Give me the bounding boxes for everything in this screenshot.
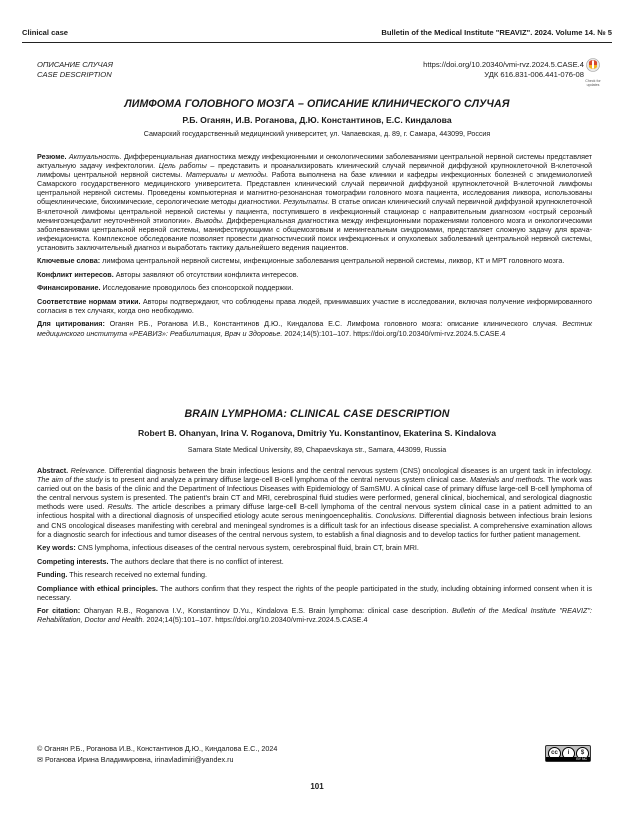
- cc-license-badge[interactable]: [545, 745, 591, 762]
- footer-credits: [37, 744, 277, 765]
- attribution-icon: i: [562, 747, 575, 760]
- article-type-en: CASE DESCRIPTION: [37, 70, 112, 79]
- abstract-block-en: [37, 466, 592, 629]
- title-ru: ЛИМФОМА ГОЛОВНОГО МОЗГА – ОПИСАНИЕ КЛИНИЧЕСКОГО СЛУЧАЯ: [124, 98, 510, 110]
- udc-code: УДК 616.831-006.441-076-08: [484, 70, 584, 79]
- correspondence-line: [37, 755, 277, 766]
- title-en: BRAIN LYMPHOMA: CLINICAL CASE DESCRIPTION: [184, 408, 450, 420]
- citation-ru: Для цитирования: Оганян Р.Б., Роганова И.В., Константинов Д.Ю., Киндалова Е.С. Лимфома головного мозга: описание клинического случая. Вестник медицинского института «РЕАВИЗ»: Реабилитация, Врач и Здоровье. 2024;14(5):101–107. https://doi.org/10.20340/vmi-rvz.2024.5.CASE.4: [37, 319, 593, 338]
- section-label: Clinical case: [22, 28, 69, 37]
- crossmark-badge[interactable]: [582, 58, 604, 87]
- keywords-en: Key words: CNS lymphoma, infectious diseases of the central nervous system, cerebrospinal fluid, brain CT, brain MRI.: [37, 543, 419, 553]
- correspondence-text[interactable]: Роганова Ирина Владимировна, irinavladimiri@yandex.ru: [45, 754, 234, 764]
- crossmark-icon: [586, 58, 600, 74]
- funding-ru: Финансирование. Исследование проводилось без спонсорской поддержки.: [37, 283, 294, 293]
- cc-icon: cc: [548, 747, 561, 760]
- ethics-en: Compliance with ethical principles. The authors confirm that they respect the rights of the people participated in the study, including obtaining informed consent when it is necessary.: [37, 583, 592, 602]
- envelope-icon: ✉: [37, 754, 44, 764]
- abstract-block-ru: [37, 152, 592, 342]
- citation-en: For citation: Ohanyan R.B., Roganova I.V., Konstantinov D.Yu., Kindalova E.S. Brain lymphoma: clinical case description. Bulletin of the Medical Institute "REAVIZ": Rehabilitation, Doctor and Health. 2024;14(5):101–107. https://doi.org/10.20340/vmi-rvz.2024.5.CASE.4: [37, 606, 592, 625]
- competing-en: Competing interests. The authors declare that there is no conflict of interest.: [37, 556, 284, 566]
- copyright-line: © Оганян Р.Б., Роганова И.В., Константинов Д.Ю., Киндалова Е.С., 2024: [37, 744, 278, 753]
- running-header: [22, 28, 612, 43]
- affiliation-ru: Самарский государственный медицинский университет, ул. Чапаевская, д. 89, г. Самара, 443099, Россия: [143, 130, 491, 138]
- noncommercial-icon: $: [576, 747, 589, 760]
- conflict-ru: Конфликт интересов. Авторы заявляют об отсутствии конфликта интересов.: [37, 269, 299, 279]
- article-identifiers: [423, 60, 584, 80]
- keywords-ru: Ключевые слова: лимфома центральной нервной системы, инфекционные заболевания центральной нервной системы, ликвор, КТ и МРТ головного мозга.: [37, 256, 565, 266]
- journal-issue-label: Bulletin of the Medical Institute "REAVIZ". 2024. Volume 14. № 5: [381, 28, 612, 37]
- article-type: [37, 60, 113, 80]
- crossmark-label: Check for updates: [585, 79, 601, 87]
- abstract-en: Abstract. Relevance. Differential diagnosis between the brain infectious lesions and the central nervous system (CNS) oncological diseases is an urgent task in infectology. The aim of the study is to present and analyze a primary diffuse large-cell B-cell lymphoma of the central nervous system clinical case. Materials and methods. The work was carried out on the basis of the clinic and the Department of Infectious Diseases with Epidemiology of SamSMU. A clinical case of primary diffuse large-cell B-cell lymphoma of the central nervous system is presented. The patient's brain CT and MRI, cerebrospinal fluid studies were performed, general clinical, biochemical, and serological diagnostic methods were used. Results. The article describes a primary diffuse large-cell B-cell lymphoma of the central nervous system clinical case in a patient admitted to an infectious hospital with a directional diagnosis of unspecified etiology acute serous meningoencephalitis. Conclusions. Differential diagnosis between infectious brain lesions and CNS oncological diseases manifesting with cerebral and meningeal syndromes is a difficult task for an infectious disease specialist. A comprehensive examination allows for a diagnostic search for infectious and tumor diseases of the central nervous system, to establish a final diagnosis and to develop tactics for further patient management.: [37, 466, 593, 539]
- license-badge-text: BY NC: [546, 757, 590, 761]
- authors-ru: Р.Б. Оганян, И.В. Роганова, Д.Ю. Константинов, Е.С. Киндалова: [182, 115, 452, 125]
- page-number: 101: [310, 782, 324, 791]
- article-type-ru: ОПИСАНИЕ СЛУЧАЯ: [37, 60, 113, 69]
- abstract-ru: Резюме. Актуальность. Дифференциальная диагностика между инфекционными и онкологическими заболеваниями центральной нервной системы представляет актуальную задачу инфектологии. Цель работы – представить и проанализировать клинический случай первичной диффузной крупноклеточной В-клеточной лимфомы центральной нервной системы. Материалы и методы. Работа выполнена на базе клиники и кафедры инфекционных болезней с эпидемиологией Самарского государственного медицинского университета. Представлен клинический случай первичной диффузной крупноклеточной В-клеточной лимфомы центральной нервной системы. Проведены компьютерная и магнитно-резонансная томографии головного мозга пациента, исследования ликвора, использованы общеклинические, биохимические, серологические методы диагностики. Результаты. В статье описан клинический случай первичной диффузной крупноклеточной В-клеточной лимфомы центральной нервной системы у пациента, поступившего в инфекционный стационар с направительным диагнозом «острый серозный менингоэнцефалит неуточнённой этиологии». Выводы. Дифференциальная диагностика между инфекционными поражениями головного мозга и онкологическими заболеваниями центральной нервной системы, манифестирующими с общемозговым и менингеальным синдромами, представляет сложную задачу для врача-инфекциониста. Комплексное обследование позволяет провести диагностический поиск инфекционных и опухолевых заболеваний центральной нервной системы, установить заключительный диагноз и выработать тактику дальнейшего ведения пациентов.: [37, 152, 593, 252]
- ethics-ru: Соответствие нормам этики. Авторы подтверждают, что соблюдены права людей, принимавших участие в исследовании, включая получение информированного согласия в тех случаях, когда оно необходимо.: [37, 296, 592, 315]
- funding-en: Funding. This research received no external funding.: [37, 570, 208, 580]
- doi-link[interactable]: https://doi.org/10.20340/vmi-rvz.2024.5.CASE.4: [423, 60, 584, 69]
- authors-en: Robert B. Ohanyan, Irina V. Roganova, Dmitriy Yu. Konstantinov, Ekaterina S. Kindalova: [138, 428, 496, 438]
- affiliation-en: Samara State Medical University, 89, Chapaevskaya str., Samara, 443099, Russia: [187, 446, 447, 454]
